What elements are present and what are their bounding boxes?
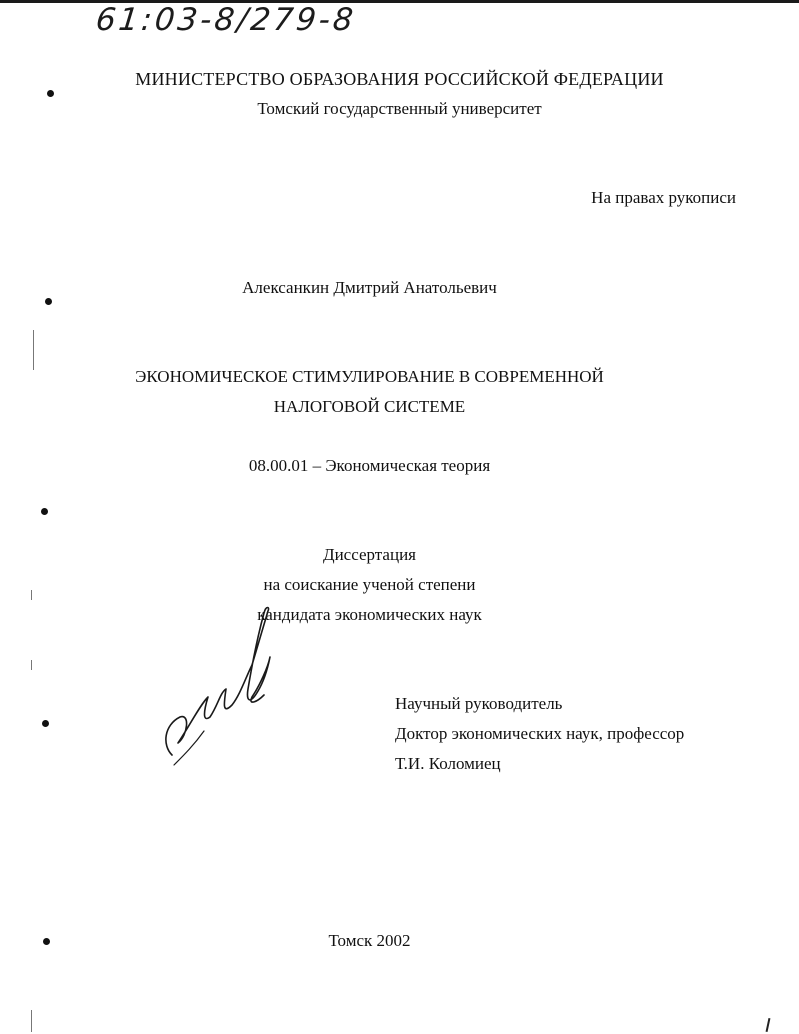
university-name: Томский государственный университет [257,99,542,118]
thesis-title-line-1: ЭКОНОМИЧЕСКОЕ СТИМУЛИРОВАНИЕ В СОВРЕМЕННОЙ [135,367,604,386]
binding-hole [47,90,54,97]
dissertation-label: Диссертация [322,545,416,564]
archive-code: 61:03-8/279-8 [94,2,358,38]
city-year: Томск 2002 [328,931,411,950]
binding-hole [41,508,48,515]
ministry-name: МИНИСТЕРСТВО ОБРАЗОВАНИЯ РОССИЙСКОЙ ФЕДЕРАЦИИ [135,69,664,89]
degree-line: на соискание ученой степени [263,575,476,594]
binding-hole [42,720,49,727]
margin-line [33,330,34,370]
scan-corner-mark [766,1018,771,1032]
supervisor-degree: Доктор экономических наук, профессор [395,724,685,743]
degree-field-line: кандидата экономических наук [257,605,482,624]
manuscript-note: На правах рукописи [591,188,736,207]
specialty-code: 08.00.01 – Экономическая теория [248,456,491,475]
signature-image [160,605,280,770]
binding-hole [43,938,50,945]
author-name: Алексанкин Дмитрий Анатольевич [242,278,497,297]
supervisor-name: Т.И. Коломиец [395,754,501,773]
margin-line [31,660,32,670]
margin-line [31,590,32,600]
binding-hole [45,298,52,305]
margin-line [31,1010,32,1032]
supervisor-label: Научный руководитель [395,694,563,713]
thesis-title-line-2: НАЛОГОВОЙ СИСТЕМЕ [273,397,466,416]
